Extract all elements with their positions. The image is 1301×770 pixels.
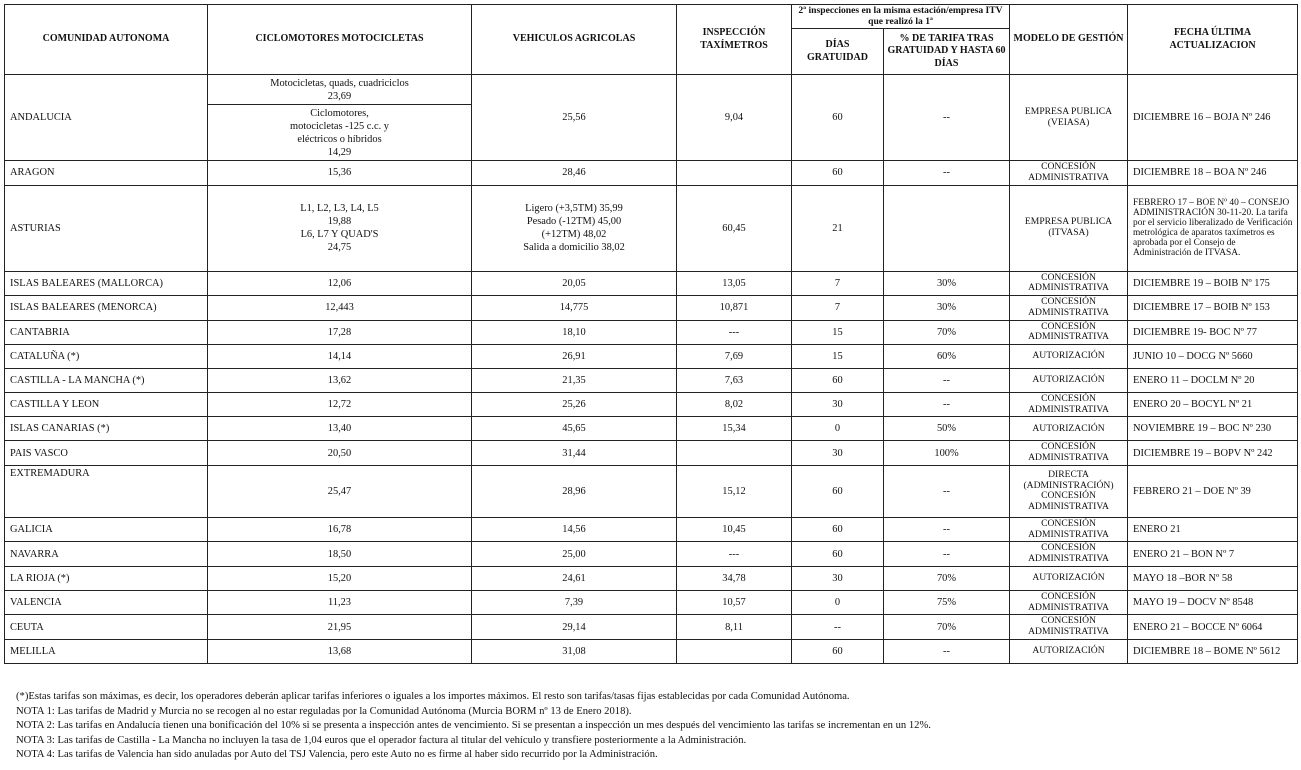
cell-taximetros: 13,05: [677, 271, 792, 295]
cell-agricolas: 24,61: [472, 566, 677, 590]
cell-taximetros: ---: [677, 320, 792, 344]
cell-comunidad: CASTILLA Y LEON: [5, 392, 208, 416]
header-taximetros: INSPECCIÓN TAXÍMETROS: [677, 5, 792, 75]
cell-modelo-gestion: CONCESIÓN ADMINISTRATIVA: [1010, 542, 1128, 566]
cell-taximetros: 34,78: [677, 566, 792, 590]
cell-modelo-gestion: CONCESIÓN ADMINISTRATIVA: [1010, 615, 1128, 639]
cell-fecha: DICIEMBRE 18 – BOA Nº 246: [1128, 161, 1298, 185]
cell-taximetros: 7,63: [677, 368, 792, 392]
cell-comunidad: CEUTA: [5, 615, 208, 639]
cell-fecha: ENERO 21: [1128, 517, 1298, 541]
cell-comunidad: EXTREMADURA: [5, 465, 208, 517]
cell-agricolas: 14,56: [472, 517, 677, 541]
cell-agricolas: Ligero (+3,5TM) 35,99 Pesado (-12TM) 45,00 (+12TM) 48,02 Salida a domicilio 38,02: [472, 185, 677, 271]
cell-ciclomotores: 16,78: [208, 517, 472, 541]
cell-dias-gratuidad: 60: [792, 465, 884, 517]
cell-taximetros: 8,11: [677, 615, 792, 639]
cell-modelo-gestion: CONCESIÓN ADMINISTRATIVA: [1010, 392, 1128, 416]
cell-dias-gratuidad: 60: [792, 161, 884, 185]
table-row: [5, 392, 1298, 416]
cell-fecha: DICIEMBRE 19- BOC Nº 77: [1128, 320, 1298, 344]
cell-fecha: NOVIEMBRE 19 – BOC Nº 230: [1128, 417, 1298, 441]
cell-comunidad: ISLAS BALEARES (MALLORCA): [5, 271, 208, 295]
cell-taximetros: 15,34: [677, 417, 792, 441]
cell-modelo-gestion: AUTORIZACIÓN: [1010, 368, 1128, 392]
cell-taximetros: 10,57: [677, 590, 792, 614]
table-row: [5, 271, 1298, 295]
cell-agricolas: 25,56: [472, 75, 677, 161]
cell-comunidad: ISLAS BALEARES (MENORCA): [5, 296, 208, 320]
cell-ciclomotores: L1, L2, L3, L4, L5 19,88 L6, L7 Y QUAD'S 24,75: [208, 185, 472, 271]
cell-modelo-gestion: AUTORIZACIÓN: [1010, 344, 1128, 368]
cell-taximetros: 8,02: [677, 392, 792, 416]
cell-agricolas: 29,14: [472, 615, 677, 639]
cell-ciclomotores: 18,50: [208, 542, 472, 566]
cell-tarifa: --: [884, 542, 1010, 566]
cell-taximetros: ---: [677, 542, 792, 566]
cell-modelo-gestion: EMPRESA PUBLICA (ITVASA): [1010, 185, 1128, 271]
cell-tarifa: --: [884, 161, 1010, 185]
cell-ciclomotores: 17,28: [208, 320, 472, 344]
cell-tarifa: --: [884, 465, 1010, 517]
cell-agricolas: 31,08: [472, 639, 677, 663]
table-row-asturias: [5, 185, 1298, 271]
cell-agricolas: 25,00: [472, 542, 677, 566]
cell-fecha: ENERO 20 – BOCYL Nº 21: [1128, 392, 1298, 416]
cell-tarifa: 50%: [884, 417, 1010, 441]
cell-agricolas: 25,26: [472, 392, 677, 416]
table-row: [5, 296, 1298, 320]
cell-agricolas: 20,05: [472, 271, 677, 295]
table-row: [5, 417, 1298, 441]
table-row: [5, 639, 1298, 663]
cell-comunidad: NAVARRA: [5, 542, 208, 566]
cell-ciclomotores: 12,06: [208, 271, 472, 295]
cell-dias-gratuidad: 30: [792, 441, 884, 465]
cell-fecha: JUNIO 10 – DOCG Nº 5660: [1128, 344, 1298, 368]
cell-comunidad: VALENCIA: [5, 590, 208, 614]
cell-comunidad: ARAGON: [5, 161, 208, 185]
cell-modelo-gestion: AUTORIZACIÓN: [1010, 566, 1128, 590]
cell-motocicletas-quads: Motocicletas, quads, cuadriciclos 23,69: [208, 75, 472, 105]
cell-fecha: MAYO 19 – DOCV Nº 8548: [1128, 590, 1298, 614]
cell-modelo-gestion: DIRECTA (ADMINISTRACIÓN) CONCESIÓN ADMINISTRATIVA: [1010, 465, 1128, 517]
cell-ciclomotores: 13,62: [208, 368, 472, 392]
cell-modelo-gestion: CONCESIÓN ADMINISTRATIVA: [1010, 271, 1128, 295]
table-row: [5, 368, 1298, 392]
cell-dias-gratuidad: 0: [792, 417, 884, 441]
cell-taximetros: [677, 639, 792, 663]
cell-fecha: DICIEMBRE 19 – BOIB Nº 175: [1128, 271, 1298, 295]
footnote-nota-3: NOTA 3: Las tarifas de Castilla - La Mancha no incluyen la tasa de 1,04 euros que el operador factura al titular del vehículo y transfiere posteriormente a la Administración.: [16, 734, 747, 746]
cell-taximetros: [677, 161, 792, 185]
cell-ciclomotores: 13,68: [208, 639, 472, 663]
cell-ciclomotores: 13,40: [208, 417, 472, 441]
cell-ciclomotores: 15,20: [208, 566, 472, 590]
cell-modelo-gestion: CONCESIÓN ADMINISTRATIVA: [1010, 590, 1128, 614]
cell-comunidad: GALICIA: [5, 517, 208, 541]
cell-ciclomotores: 20,50: [208, 441, 472, 465]
cell-tarifa: 70%: [884, 566, 1010, 590]
header-dias-gratuidad: DÍAS GRATUIDAD: [792, 29, 884, 75]
cell-comunidad: CASTILLA - LA MANCHA (*): [5, 368, 208, 392]
table-row: [5, 566, 1298, 590]
footnote-nota-4: NOTA 4: Las tarifas de Valencia han sido anuladas por Auto del TSJ Valencia, pero este Auto no es firme al haber sido recurrido por la Administración.: [16, 749, 658, 761]
cell-agricolas: 7,39: [472, 590, 677, 614]
cell-fecha: DICIEMBRE 17 – BOIB Nº 153: [1128, 296, 1298, 320]
cell-agricolas: 28,46: [472, 161, 677, 185]
table-row: [5, 465, 1298, 517]
cell-ciclomotores: 14,14: [208, 344, 472, 368]
header-comunidad: COMUNIDAD AUTONOMA: [5, 5, 208, 75]
cell-fecha: DICIEMBRE 16 – BOJA Nº 246: [1128, 75, 1298, 161]
cell-ciclomotores: Ciclomotores, motocicletas -125 c.c. y eléctricos o híbridos 14,29: [208, 105, 472, 161]
header-tarifa-tras-gratuidad: % DE TARIFA TRAS GRATUIDAD Y HASTA 60 DÍAS: [884, 29, 1010, 75]
cell-comunidad: PAIS VASCO: [5, 441, 208, 465]
cell-tarifa: 75%: [884, 590, 1010, 614]
header-fecha-actualizacion: FECHA ÚLTIMA ACTUALIZACION: [1128, 5, 1298, 75]
cell-taximetros: 10,45: [677, 517, 792, 541]
cell-tarifa: --: [884, 639, 1010, 663]
cell-dias-gratuidad: 60: [792, 639, 884, 663]
cell-modelo-gestion: CONCESIÓN ADMINISTRATIVA: [1010, 517, 1128, 541]
cell-modelo-gestion: CONCESIÓN ADMINISTRATIVA: [1010, 441, 1128, 465]
cell-taximetros: 15,12: [677, 465, 792, 517]
cell-comunidad: LA RIOJA (*): [5, 566, 208, 590]
table-row-andalucia: [5, 75, 1298, 105]
cell-dias-gratuidad: 30: [792, 392, 884, 416]
cell-dias-gratuidad: 60: [792, 542, 884, 566]
table-row: [5, 161, 1298, 185]
cell-tarifa: 70%: [884, 320, 1010, 344]
cell-tarifa: 70%: [884, 615, 1010, 639]
cell-dias-gratuidad: --: [792, 615, 884, 639]
cell-comunidad: CATALUÑA (*): [5, 344, 208, 368]
cell-fecha: FEBRERO 21 – DOE Nº 39: [1128, 465, 1298, 517]
cell-dias-gratuidad: 15: [792, 344, 884, 368]
cell-modelo-gestion: AUTORIZACIÓN: [1010, 417, 1128, 441]
cell-tarifa: --: [884, 75, 1010, 161]
cell-modelo-gestion: CONCESIÓN ADMINISTRATIVA: [1010, 320, 1128, 344]
cell-taximetros: 10,871: [677, 296, 792, 320]
table-row: [5, 590, 1298, 614]
footnote-asterisk: (*)Estas tarifas son máximas, es decir, los operadores deberán aplicar tarifas inferiores o iguales a los importes máximos. El resto son tarifas/tasas fijas establecidas por cada Comunidad Autónoma.: [16, 691, 850, 702]
table-row: [5, 517, 1298, 541]
cell-tarifa: 60%: [884, 344, 1010, 368]
cell-dias-gratuidad: 15: [792, 320, 884, 344]
header-modelo-gestion: MODELO DE GESTIÓN: [1010, 5, 1128, 75]
cell-fecha: ENERO 11 – DOCLM Nº 20: [1128, 368, 1298, 392]
cell-comunidad: MELILLA: [5, 639, 208, 663]
table-row: [5, 320, 1298, 344]
footnote-nota-2: NOTA 2: Las tarifas en Andalucía tienen una bonificación del 10% si se presenta a inspección antes de vencimiento. Si se presentan a inspección un mes después del vencimiento las tarifas se incrementan en un 12%.: [16, 720, 931, 732]
cell-dias-gratuidad: 60: [792, 517, 884, 541]
cell-fecha: FEBRERO 17 – BOE Nº 40 – CONSEJO ADMINISTRACIÓN 30-11-20. La tarifa por el servicio liberalizado de Verificación metrológica de aparatos taxímetros es aprobada por el Consejo de Administración de ITVASA.: [1128, 185, 1298, 271]
table-row: [5, 542, 1298, 566]
header-segunda-inspeccion: 2ª inspecciones en la misma estación/empresa ITV que realizó la 1ª: [792, 5, 1010, 29]
cell-taximetros: 60,45: [677, 185, 792, 271]
cell-agricolas: 28,96: [472, 465, 677, 517]
cell-ciclomotores: 25,47: [208, 465, 472, 517]
cell-tarifa: [884, 185, 1010, 271]
cell-modelo-gestion: CONCESIÓN ADMINISTRATIVA: [1010, 296, 1128, 320]
cell-dias-gratuidad: 30: [792, 566, 884, 590]
cell-tarifa: 30%: [884, 271, 1010, 295]
cell-fecha: DICIEMBRE 19 – BOPV Nº 242: [1128, 441, 1298, 465]
cell-modelo-gestion: EMPRESA PUBLICA (VEIASA): [1010, 75, 1128, 161]
cell-ciclomotores: 21,95: [208, 615, 472, 639]
table-body: [5, 75, 1298, 664]
cell-agricolas: 21,35: [472, 368, 677, 392]
cell-agricolas: 45,65: [472, 417, 677, 441]
footnote-nota-1: NOTA 1: Las tarifas de Madrid y Murcia no se recogen al no estar reguladas por la Comunidad Autónoma (Murcia BORM nº 13 de Enero 2018).: [16, 705, 632, 717]
table-row: [5, 441, 1298, 465]
cell-fecha: DICIEMBRE 18 – BOME Nº 5612: [1128, 639, 1298, 663]
cell-ciclomotores: 15,36: [208, 161, 472, 185]
cell-tarifa: 30%: [884, 296, 1010, 320]
cell-dias-gratuidad: 60: [792, 368, 884, 392]
itv-tariff-table: [4, 4, 1298, 664]
header-ciclomotores: CICLOMOTORES MOTOCICLETAS: [208, 5, 472, 75]
cell-comunidad: ISLAS CANARIAS (*): [5, 417, 208, 441]
cell-dias-gratuidad: 21: [792, 185, 884, 271]
cell-dias-gratuidad: 0: [792, 590, 884, 614]
cell-dias-gratuidad: 60: [792, 75, 884, 161]
cell-modelo-gestion: AUTORIZACIÓN: [1010, 639, 1128, 663]
cell-agricolas: 31,44: [472, 441, 677, 465]
cell-tarifa: --: [884, 517, 1010, 541]
header-vehiculos-agricolas: VEHICULOS AGRICOLAS: [472, 5, 677, 75]
cell-ciclomotores: 11,23: [208, 590, 472, 614]
cell-comunidad: ASTURIAS: [5, 185, 208, 271]
cell-taximetros: [677, 441, 792, 465]
cell-ciclomotores: 12,72: [208, 392, 472, 416]
table-row: [5, 615, 1298, 639]
cell-agricolas: 18,10: [472, 320, 677, 344]
cell-taximetros: 7,69: [677, 344, 792, 368]
cell-taximetros: 9,04: [677, 75, 792, 161]
cell-comunidad: CANTABRIA: [5, 320, 208, 344]
cell-tarifa: --: [884, 368, 1010, 392]
cell-agricolas: 26,91: [472, 344, 677, 368]
cell-comunidad: ANDALUCIA: [5, 75, 208, 161]
cell-dias-gratuidad: 7: [792, 296, 884, 320]
cell-modelo-gestion: CONCESIÓN ADMINISTRATIVA: [1010, 161, 1128, 185]
cell-fecha: ENERO 21 – BOCCE Nº 6064: [1128, 615, 1298, 639]
cell-agricolas: 14,775: [472, 296, 677, 320]
footnotes: [16, 690, 931, 763]
cell-dias-gratuidad: 7: [792, 271, 884, 295]
table-row: [5, 344, 1298, 368]
cell-tarifa: 100%: [884, 441, 1010, 465]
cell-fecha: MAYO 18 –BOR Nº 58: [1128, 566, 1298, 590]
cell-ciclomotores: 12,443: [208, 296, 472, 320]
cell-fecha: ENERO 21 – BON Nº 7: [1128, 542, 1298, 566]
cell-tarifa: --: [884, 392, 1010, 416]
